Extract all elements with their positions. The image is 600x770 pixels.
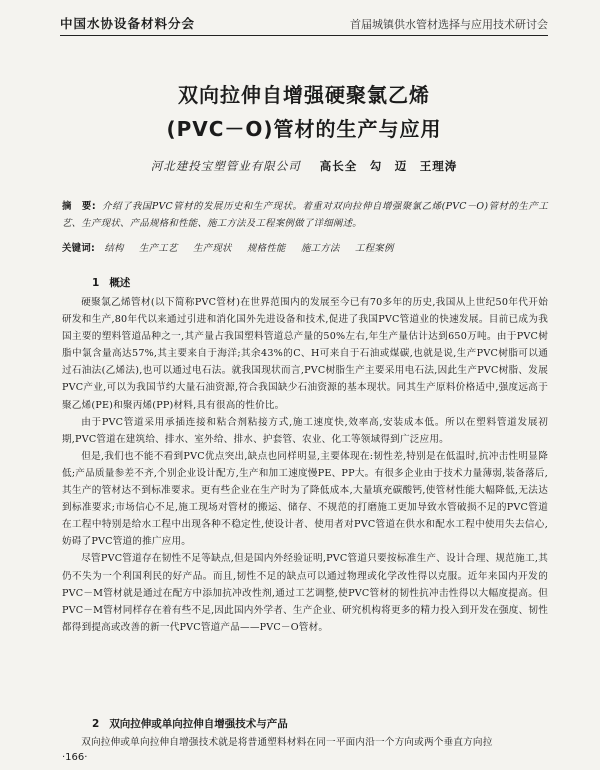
keyword: 施工方法 [300,243,340,254]
author-names: 高长全 勾 迈 王理涛 [319,159,458,173]
section-number: 2 [92,718,100,730]
paragraph-3: 但是,我们也不能不看到PVC优点突出,缺点也同样明显,主要体现在:韧性差,特别是在低温时,抗冲击性明显降低;产品质量参差不齐,个别企业设计配方,生产和加工速度慢PE、PP大。有很多企业由于技术力量薄弱,装备落后,其生产的管材达不到标准要求。更有些企业在生产时为了降低成本,大量填充碳酸钙,使管材性能大幅降低,无法达到标准要求;市场信心不足,施工现场对管材的搬运、储存、不规范的打磨施工更加导致水管破损不足的PVC管道在工程中特别是给水工程中出现各种不稳定性,使设计者、使用者对PVC管道在供水和配水工程中使用失去信心,妨碍了PVC管道的推广应用。 [62,450,548,548]
keyword: 结构 [104,243,124,254]
keyword: 生产工艺 [139,243,178,254]
abstract-text: 介绍了我国PVC管材的发展历史和生产现状。着重对双向拉伸自增强聚氯乙烯(PVC－O)管材的生产工艺、生产现状、产品规格和性能、施工方法及工程案例做了详细阐述。 [62,201,548,229]
abstract [62,198,548,232]
paper-title [60,78,548,146]
section-title: 双向拉伸或单向拉伸自增强技术与产品 [109,718,288,730]
conference-name: 首届城镇供水管材选择与应用技术研讨会 [350,18,548,31]
paragraph-1: 硬聚氯乙烯管材(以下简称PVC管材)在世界范围内的发展至今已有70多年的历史,我国从上世纪50年代开始研发和生产,80年代以来通过引进和消化国外先进设备和技术,促进了我国PVC管道业的快速发展。目前已成为我国主要的塑料管道品种之一,其产量占我国塑料管道总产量的50%左右,年生产量估计达到650万吨。由于PVC树脂中氯含量高达57%,其主要来自于海洋;其余43%的C、H可来自于石油或煤碳,也就是说,生产PVC树脂可以通过石油法(乙烯法),也可以通过电石法。就我国现状而言,PVC树脂生产主要采用电石法,因此生产PVC树脂、发展PVC产业,可以为我国节约大量石油资源,符合我国缺少石油资源的基本现状。同其生产原料价格适中,强度远高于聚乙烯(PE)和聚丙烯(PP)材料,具有很高的性价比。 [62,297,548,411]
paragraph-4: 尽管PVC管道存在韧性不足等缺点,但是国内外经验证明,PVC管道只要按标准生产、设计合理、规范施工,其仍不失为一个利国利民的好产品。而且,韧性不足的缺点可以通过物理或化学改性得以克服。近年来国内开发的PVC－M管材就是通过在配方中添加抗冲改性剂,通过工艺调整,使PVC管材的韧性抗冲击性得以大幅度提高。但PVC－M管材同样存在着有些不足,因此国内外学者、生产企业、研究机构将更多的精力投入到开发在强度、韧性都得到提高或改善的新一代PVC管道产品——PVC－O管材。 [62,553,548,633]
title-line-2: (PVC－O)管材的生产与应用 [166,117,442,141]
section-title: 概述 [109,277,131,289]
keyword: 规格性能 [246,243,286,254]
running-header [60,10,548,36]
author-organization: 河北建投宝塑管业有限公司 [150,159,301,173]
section-heading-2 [92,716,288,731]
keyword: 生产现状 [192,243,232,254]
title-line-1: 双向拉伸自增强硬聚氯乙烯 [178,83,430,107]
author-line [60,158,548,174]
page-number: ·166· [62,752,88,763]
keywords [62,240,548,254]
section-2-first-line: 双向拉伸或单向拉伸自增强技术就是将普通塑料材料在同一平面内沿一个方向或两个垂直方向拉 [81,737,493,748]
keywords-label: 关键词: [62,243,96,254]
section-number: 1 [92,277,100,289]
body-text [62,294,548,636]
paragraph-2: 由于PVC管道采用承插连接和粘合剂粘接方式,施工速度快,效率高,安装成本低。所以在塑料管道发展初期,PVC管道在建筑给、排水、室外给、排水、护套管、农业、化工等领域得到广泛应用。 [62,416,548,445]
keyword: 工程案例 [354,243,394,254]
abstract-label: 摘 要: [62,201,96,212]
journal-name: 中国水协设备材料分会 [60,16,196,31]
section-heading-1 [92,275,130,290]
